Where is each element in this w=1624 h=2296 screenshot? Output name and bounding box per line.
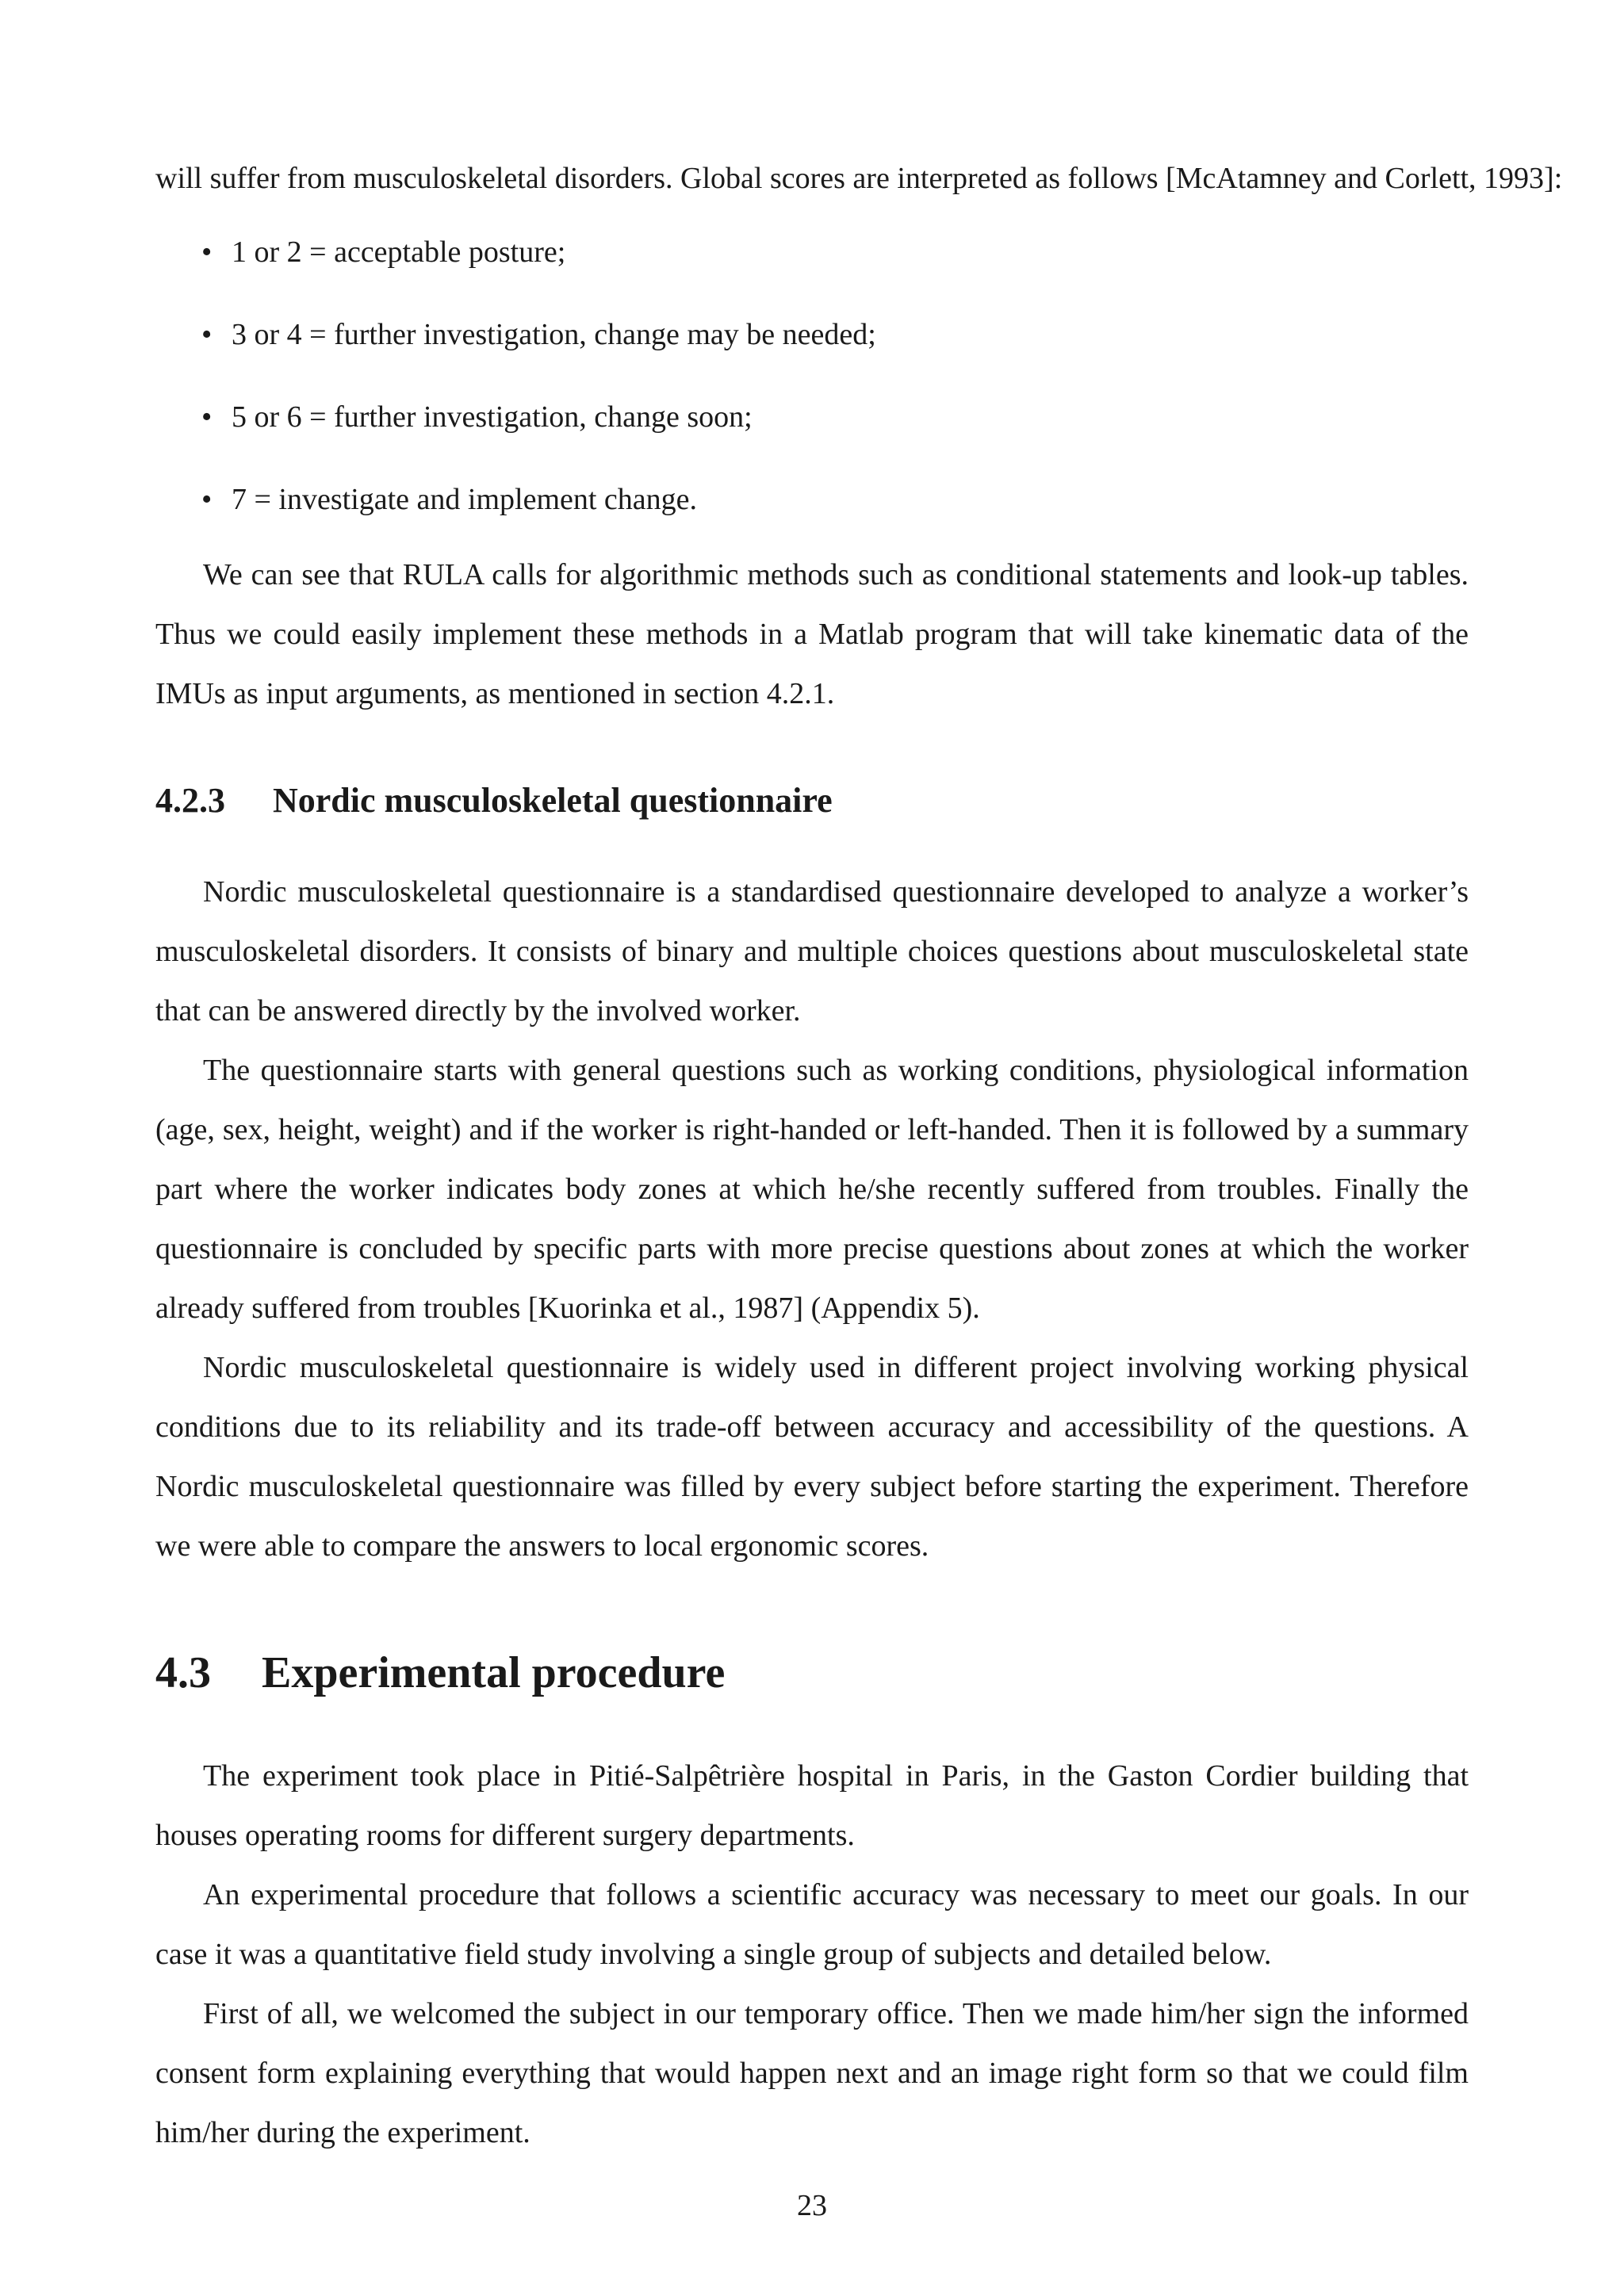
section-title: Experimental procedure [262, 1648, 726, 1697]
list-item [201, 305, 876, 388]
paragraph: Nordic musculoskeletal questionnaire is widely used in different project involving working physical conditions due to its reliability and its trade-off between accuracy and accessibility of the questions. A Nordic musculoskeletal questionnaire was filled by every subject before starting the experiment. Therefore we were able to compare the answers to local ergonomic scores. [155, 1351, 1469, 1563]
list-item [201, 470, 876, 553]
subsection-number: 4.2.3 [155, 781, 225, 820]
bullet-symbol: • [201, 483, 213, 516]
paragraph: The experiment took place in Pitié-Salpêtrière hospital in Paris, in the Gaston Cordier building that houses operating rooms for different surgery departments. [155, 1759, 1469, 1852]
list-item-text: 1 or 2 = acceptable posture; [232, 235, 566, 269]
subsection-heading [155, 780, 833, 821]
score-interpretation-list [201, 223, 876, 553]
bullet-symbol: • [201, 400, 213, 434]
bullet-symbol: • [201, 318, 213, 351]
paragraph: First of all, we welcomed the subject in our temporary office. Then we made him/her sign the informed consent form explaining everything that would happen next and an image right form so that we could film him/her during the experiment. [155, 1997, 1469, 2149]
list-item-text: 7 = investigate and implement change. [232, 483, 698, 516]
paragraph: An experimental procedure that follows a scientific accuracy was necessary to meet our goals. In our case it was a quantitative field study involving a single group of subjects and detailed below. [155, 1878, 1469, 1971]
paragraph: Nordic musculoskeletal questionnaire is a standardised questionnaire developed to analyze a worker’s musculoskeletal disorders. It consists of binary and multiple choices questions about musculoskeletal state that can be answered directly by the involved worker. [155, 875, 1469, 1027]
carryover-line: will suffer from musculoskeletal disorders. Global scores are interpreted as follows [McAtamney and Corlett, 1993]: [155, 162, 1563, 195]
bullet-symbol: • [201, 235, 213, 269]
paragraph: The questionnaire starts with general questions such as working conditions, physiological information (age, sex, height, weight) and if the worker is right-handed or left-handed. Then it is followed by a summary part where the worker indicates body zones at which he/she recently suffered from troubles. Finally the questionnaire is concluded by specific parts with more precise questions about zones at which the worker already suffered from troubles [Kuorinka et al., 1987] (Appendix 5). [155, 1054, 1469, 1325]
subsection-title: Nordic musculoskeletal questionnaire [273, 781, 833, 820]
page-number: 23 [797, 2189, 827, 2222]
list-item-text: 3 or 4 = further investigation, change may be needed; [232, 318, 876, 351]
nordic-paragraph-block [155, 863, 1469, 1576]
rula-paragraph-block [155, 545, 1469, 724]
experiment-paragraph-block [155, 1747, 1469, 2163]
section-number: 4.3 [155, 1648, 211, 1697]
list-item-text: 5 or 6 = further investigation, change soon; [232, 400, 753, 434]
list-item [201, 388, 876, 470]
list-item [201, 223, 876, 305]
section-heading [155, 1647, 725, 1698]
paragraph: We can see that RULA calls for algorithmic methods such as conditional statements and look-up tables. Thus we could easily implement these methods in a Matlab program that will take kinematic data of the IMUs as input arguments, as mentioned in section 4.2.1. [155, 558, 1469, 710]
